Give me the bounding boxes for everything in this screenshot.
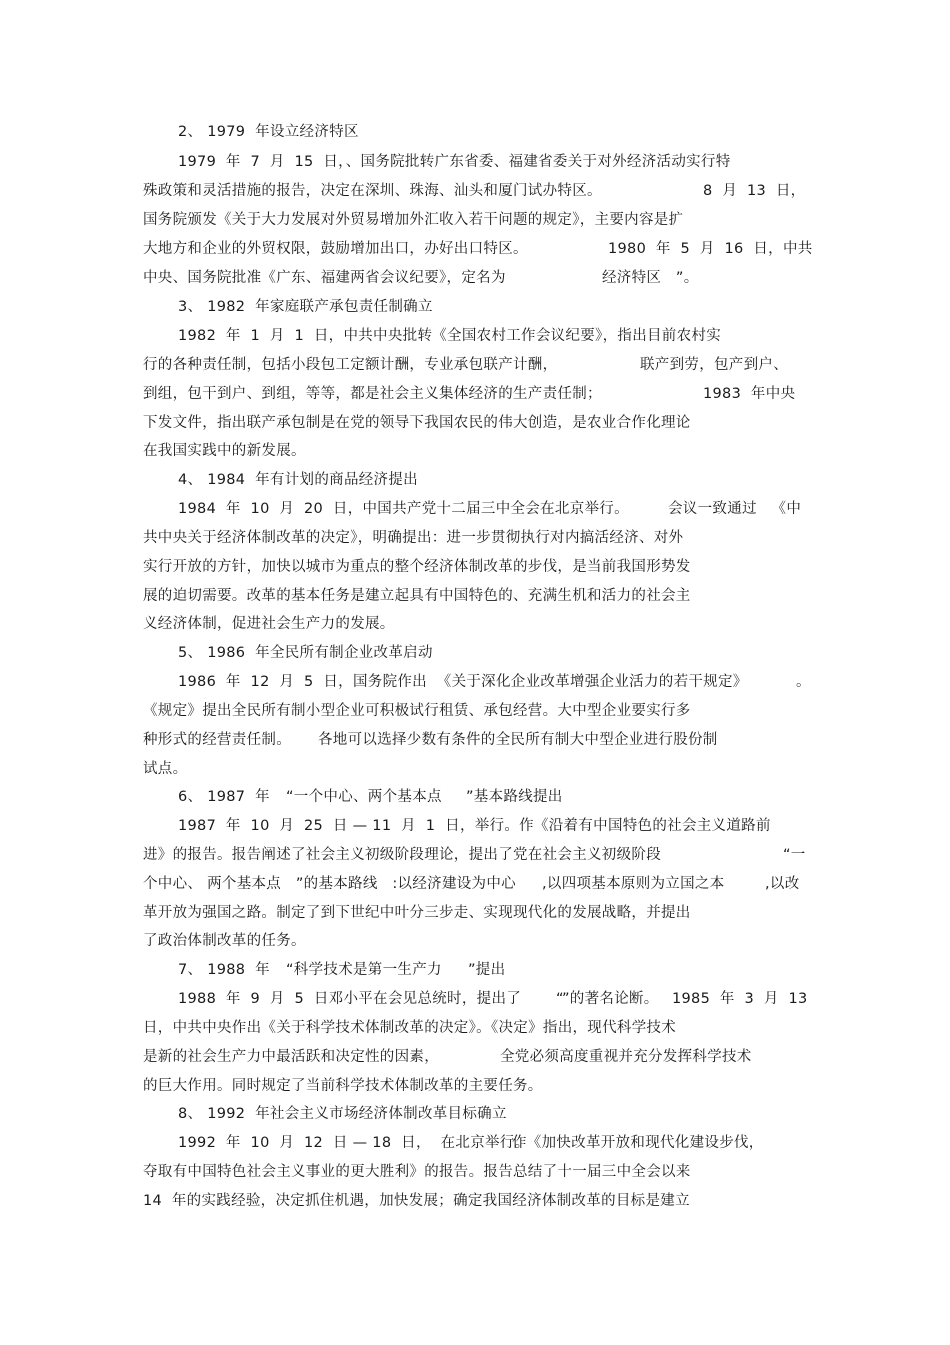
- text-line: 国务院颁发《关于大力发展对外贸易增加外汇收入若干问题的规定》，主要内容是扩: [143, 212, 684, 228]
- section-heading: ”基本路线提出: [466, 789, 563, 805]
- text-line: 共中央关于经济体制改革的决定》，明确提出：进一步贯彻执行对内搞活经济、对外: [143, 530, 684, 546]
- section-heading: 2、 1979 年设立经济特区: [178, 124, 359, 140]
- section-heading: “一个中心、两个基本点: [286, 789, 442, 805]
- text-line: 全党必须高度重视并充分发挥科学技术: [500, 1049, 752, 1065]
- text-line: 实行开放的方针，加快以城市为重点的整个经济体制改革的步伐，是当前我国形势发: [143, 559, 691, 575]
- text-line: 1986 年 12 月 5 日，国务院作出 《关于深化企业改革增强企业活力的若干规定》: [178, 674, 748, 690]
- text-line: 14 年的实践经验，决定抓住机遇，加快发展；确定我国经济体制改革的目标是建立: [143, 1193, 690, 1209]
- text-line: 各地可以选择少数有条件的全民所有制大中型企业进行股份制: [318, 732, 718, 748]
- text-line: ”的著名论断。: [562, 991, 659, 1007]
- text-line: 到组，包干到户、到组，等等，都是社会主义集体经济的生产责任制；: [143, 386, 602, 402]
- text-line: 在我国实践中的新发展。: [143, 443, 306, 459]
- text-line: 1985 年 3 月 13: [672, 991, 808, 1007]
- text-line: 大地方和企业的外贸权限，鼓励增加出口，办好出口特区。: [143, 241, 528, 257]
- text-line: 中央、国务院批准《广东、福建两省会议纪要》，定名为: [143, 270, 506, 286]
- text-line: 殊政策和灵活措施的报告，决定在深圳、珠海、汕头和厦门试办特区。: [143, 183, 602, 199]
- text-line: 1980 年 5 月 16 日，中共: [608, 241, 813, 257]
- text-line: 了政治体制改革的任务。: [143, 933, 306, 949]
- text-line: 夺取有中国特色社会主义事业的更大胜利》的报告。报告总结了十一届三中全会以来: [143, 1164, 691, 1180]
- section-heading: ”提出: [468, 962, 506, 978]
- text-line: 。: [796, 674, 811, 690]
- text-line: 8 月 13 日，: [703, 183, 806, 199]
- text-line: 经济特区 ”。: [602, 270, 699, 286]
- text-line: 个中心、 两个基本点 ”的基本路线 :以经济建设为中心: [143, 876, 516, 892]
- text-line: 作《加快改革开放和现代化建设步伐，: [512, 1135, 764, 1151]
- text-line: 1979 年 7 月 15 日，、国务院批转广东省委、福建省委关于对外经济活动实行特: [178, 154, 731, 170]
- text-line: 1987 年 10 月 25 日 — 11 月 1 日，举行。作《沿着有中国特色的社会主义道路前: [178, 818, 771, 834]
- text-line: 进》的报告。报告阐述了社会主义初级阶段理论，提出了党在社会主义初级阶段: [143, 847, 661, 863]
- text-line: 下发文件，指出联产承包制是在党的领导下我国农民的伟大创造，是农业合作化理论: [143, 415, 691, 431]
- text-line: 日，中共中央作出《关于科学技术体制改革的决定》。《决定》指出，现代科学技术: [143, 1020, 677, 1036]
- section-heading: 3、 1982 年家庭联产承包责任制确立: [178, 299, 433, 315]
- section-heading: 6、 1987 年: [178, 789, 270, 805]
- text-line: “: [556, 991, 564, 1007]
- text-line: ,以四项基本原则为立国之本: [542, 876, 725, 892]
- section-heading: 5、 1986 年全民所有制企业改革启动: [178, 645, 433, 661]
- text-line: 1983 年中央: [703, 386, 796, 402]
- text-line: 展的迫切需要。改革的基本任务是建立起具有中国特色的、充满生机和活力的社会主: [143, 588, 691, 604]
- text-line: 1992 年 10 月 12 日 — 18 日， 在北京举行。: [178, 1135, 530, 1151]
- section-heading: 4、 1984 年有计划的商品经济提出: [178, 472, 418, 488]
- text-line: 1988 年 9 月 5 日邓小平在会见总统时，提出了: [178, 991, 522, 1007]
- text-line: 的巨大作用。同时规定了当前科学技术体制改革的主要任务。: [143, 1078, 543, 1094]
- text-line: 是新的社会生产力中最活跃和决定性的因素，: [143, 1049, 439, 1065]
- text-line: 试点。: [143, 761, 188, 777]
- section-heading: “科学技术是第一生产力: [286, 962, 442, 978]
- text-line: 义经济体制，促进社会生产力的发展。: [143, 616, 395, 632]
- section-heading: 8、 1992 年社会主义市场经济体制改革目标确立: [178, 1106, 507, 1122]
- section-heading: 7、 1988 年: [178, 962, 270, 978]
- text-line: “一: [783, 847, 806, 863]
- text-line: 种形式的经营责任制。: [143, 732, 291, 748]
- text-line: 《规定》提出全民所有制小型企业可积极试行租赁、承包经营。大中型企业要实行多: [143, 703, 691, 719]
- text-line: 行的各种责任制，包括小段包工定额计酬，专业承包联产计酬，: [143, 357, 558, 373]
- text-line: 革开放为强国之路。制定了到下世纪中叶分三步走、实现现代化的发展战略，并提出: [143, 905, 691, 921]
- text-line: 联产到劳，包产到户、: [640, 357, 788, 373]
- text-line: 1984 年 10 月 20 日，中国共产党十二届三中全会在北京举行。: [178, 501, 629, 517]
- text-line: ,以改: [765, 876, 800, 892]
- text-line: 会议一致通过 《中: [668, 501, 802, 517]
- text-line: 1982 年 1 月 1 日，中共中央批转《全国农村工作会议纪要》，指出目前农村实: [178, 328, 721, 344]
